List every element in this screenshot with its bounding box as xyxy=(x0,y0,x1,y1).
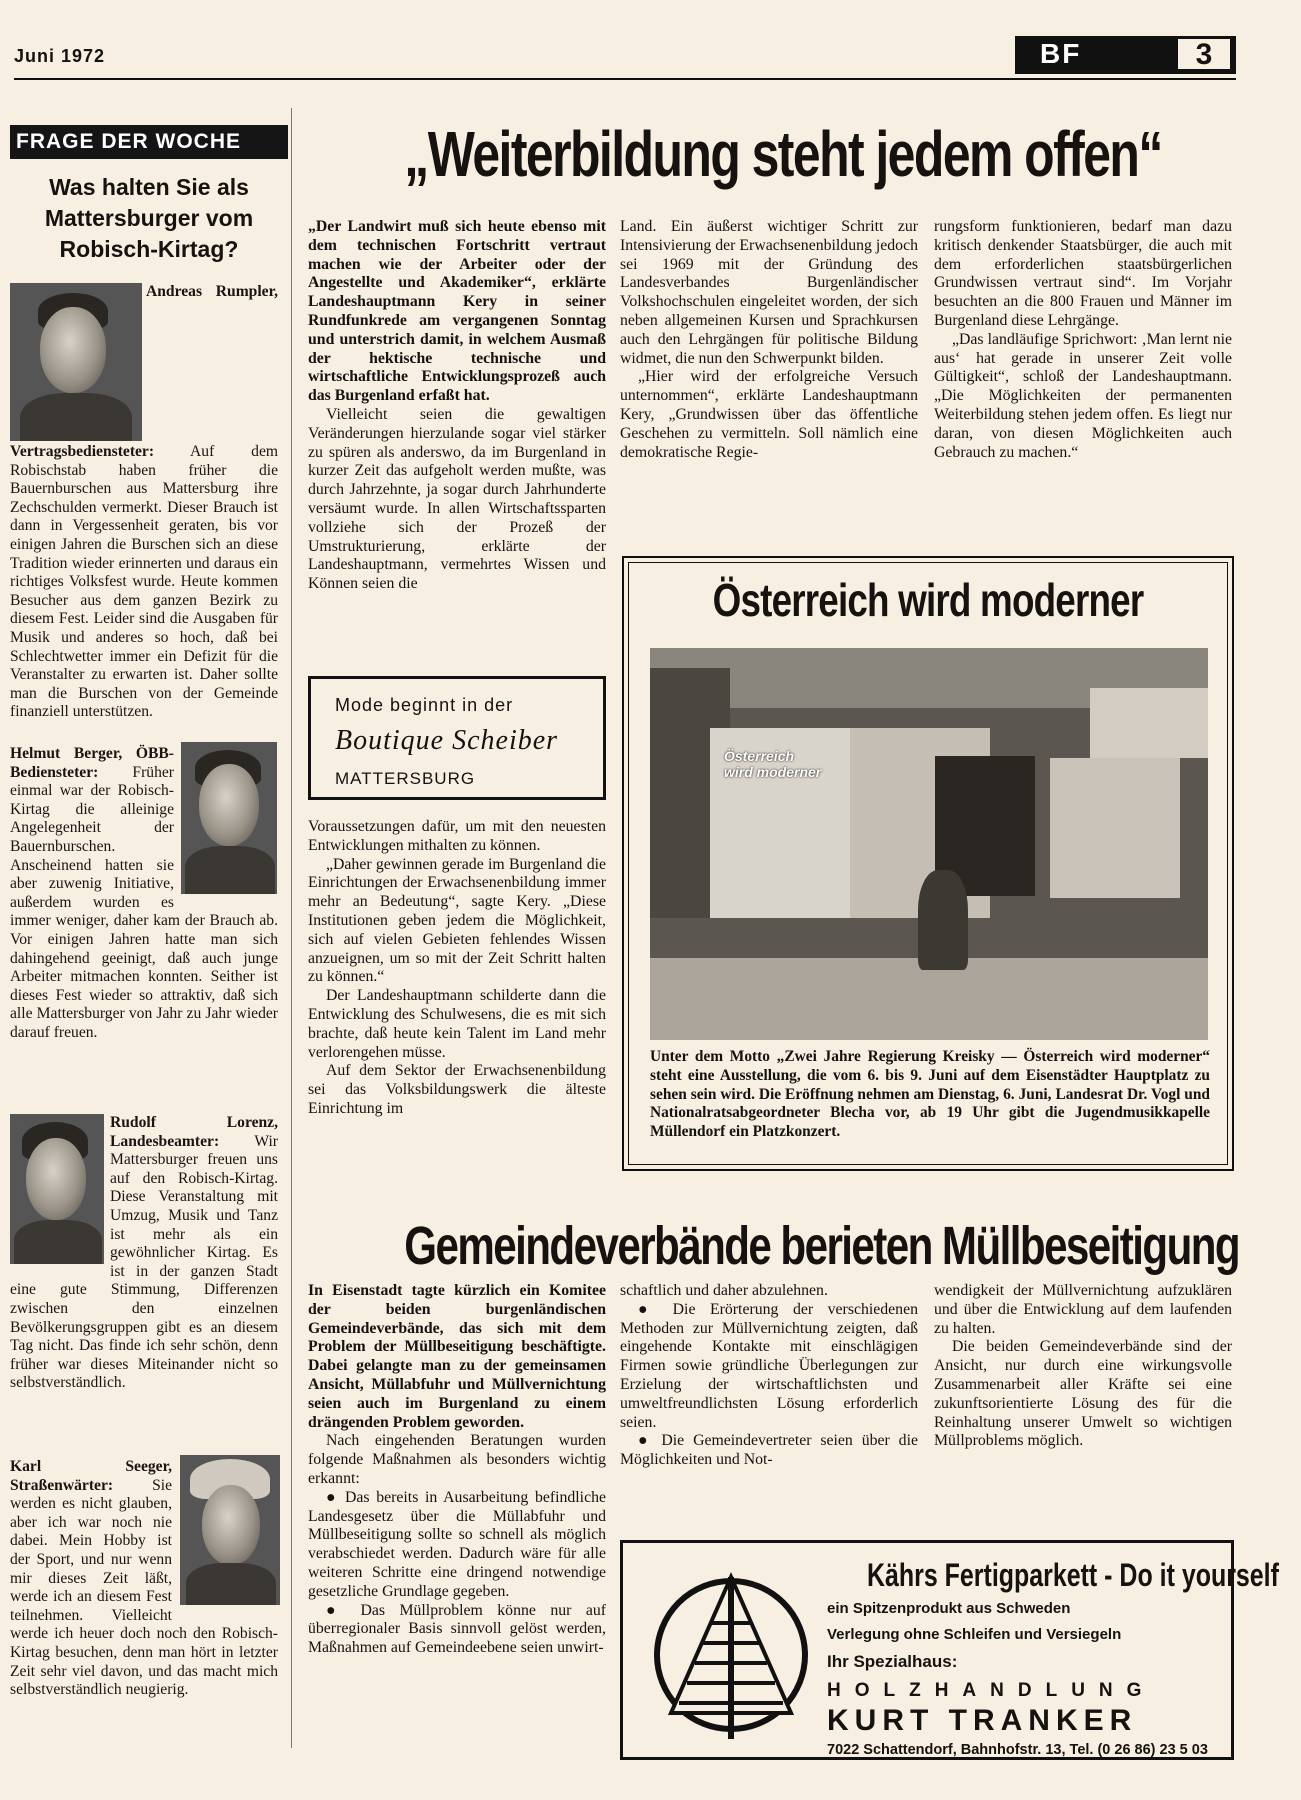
headline-muellbeseitigung: Gemeindeverbände berieten Müllbeseitigung xyxy=(404,1216,1240,1276)
article1-col3 xyxy=(934,218,1232,462)
ad-headline: Kährs Fertigparkett - Do it yourself xyxy=(867,1557,1279,1593)
answer-name: Andreas Rumpler, Vertragsbediensteter: xyxy=(10,283,278,460)
article2-bullet: ● Das Müllproblem könne nur auf überregionaler Basis sinnvoll gelöst werden, Maßnahmen auf Gemeindeebene seien unwirt- xyxy=(308,1601,606,1657)
tree-logo-icon xyxy=(641,1563,821,1743)
article1-paragraph: rungsform funktionieren, bedarf man dazu kritisch denkender Staatsbürger, die auch mit dem erforderlichen staatsbürgerlichen Grundwissen vertraut sind“. Im Vorjahr besuchten an die 800 Frauen und Männer im Burgenland diese Lehrgänge. xyxy=(934,218,1232,329)
ad-kurt-tranker xyxy=(620,1540,1279,1760)
issue-date: Juni 1972 xyxy=(14,46,106,66)
ad-address: 7022 Schattendorf, Bahnhofstr. 13, Tel. (0 26 86) 23 5 03 xyxy=(827,1742,1208,1758)
headline-weiterbildung: „Weiterbildung steht jedem offen“ xyxy=(404,118,1162,190)
answer-name: Rudolf Lorenz, Landesbeamter: xyxy=(110,1114,278,1150)
article2-bullet: ● Die Erörterung der verschiedenen Methoden zur Müllvernichtung zeigten, daß eingehende Kontakte mit einschlägigen Firmen sowie gründliche Überlegungen zur Erzielung der wirtschaftlichsten und umweltfreundlichsten Lösung erforderlich seien. xyxy=(620,1300,918,1431)
picture-caption: Unter dem Motto „Zwei Jahre Regierung Kreisky — Österreich wird moderner“ steht eine Ausstellung, die vom 6. bis 9. Juni auf dem Eisenstädter Hauptplatz zu sehen sein wird. Die Eröffnung nehmen am Dienstag, 6. Juni, Landesrat Dr. Vogl und Nationalratsabgeordneter Blecha vor, ab 19 Uhr gibt die Jugendmusikkapelle Müllendorf ein Platzkonzert. xyxy=(650,1048,1210,1141)
ad-line: Verlegung ohne Schleifen und Versiegeln xyxy=(827,1626,1122,1643)
ad-line: ein Spitzenprodukt aus Schweden xyxy=(827,1600,1071,1617)
photo-person xyxy=(918,870,968,970)
poster-text: Österreich wird moderner xyxy=(724,748,822,780)
answer-name: Karl Seeger, Straßenwärter: xyxy=(10,1458,172,1494)
article1-lead: „Der Landwirt muß sich heute ebenso mit dem technischen Fortschritt vertraut machen wie der Arbeiter oder der Angestellte und Akademiker“, erklärte Landeshauptmann Kery in seiner Rundfunkrede am vergangenen Sonntag und unterstrich damit, in welchem Ausmaß der hektische technische und wirtschaftliche Entwicklungsprozeß auch das Burgenland erfaßt hat. xyxy=(308,218,606,405)
answer-text: Sie werden es nicht glauben, aber ich war noch nie dabei. Mein Hobby ist der Sport, und nur wenn mir dieses Zeit läßt, werde ich an diesem Fest teilnehmen. Vielleicht werde ich heuer doch noch den Robisch-Kirtag besuchen, denn man hört in letzter Zeit sehr viel davon, und das macht mich selbstverständlich neugierig. xyxy=(10,1476,278,1699)
article2-paragraph: Nach eingehenden Beratungen wurden folgende Maßnahmen als besonders wichtig erkannt: xyxy=(308,1432,606,1487)
article2-bullet: ● Die Gemeindevertreter seien über die Möglichkeiten und Not- xyxy=(620,1432,918,1469)
article1-paragraph: „Daher gewinnen gerade im Burgenland die Einrichtungen der Erwachsenenbildung immer mehr an Bedeutung“, sagte Kery. „Diese Institutionen geben jedem die Möglichkeit, sich auf vielen Gebieten fehlendes Wissen anzueignen, um so mit der Zeit Schritt halten zu können.“ xyxy=(308,855,606,986)
article2-paragraph: Die beiden Gemeindeverbände sind der Ansicht, nur durch eine wirkungsvolle Zusammenarbeit aller Kräfte sei eine zukunftsorientierte Lösung des für die Reinhaltung unserer Umwelt so wichtigen Müllproblems möglich. xyxy=(934,1338,1232,1450)
header-rule xyxy=(14,78,1236,80)
ad-boutique-scheiber xyxy=(308,676,606,800)
ad-shop-type: HOLZHANDLUNG xyxy=(827,1680,1156,1701)
article1-paragraph: „Hier wird der erfolgreiche Versuch unternommen“, erklärte Landeshauptmann Kery, „Grundwissen über das öffentliche Geschehen zu vermitteln. Soll nämlich eine demokratische Regie- xyxy=(620,368,918,461)
ad-line: Ihr Spezialhaus: xyxy=(827,1652,958,1671)
article2-col3 xyxy=(934,1282,1232,1451)
answer-name: Helmut Berger, ÖBB-Bediensteter: xyxy=(10,745,174,781)
section-label: BF xyxy=(1040,38,1082,69)
exhibition-photo xyxy=(650,648,1208,1040)
answer-text: Früher einmal war der Robisch-Kirtag die alleinige Angelegenheit der Bauernburschen. Anscheinend hatten sie aber zuwenig Initiative, außerdem wurden es immer weniger, daher kam der Brauch ab. Vor einigen Jahren hatte man sich dahingehend geeinigt, daß auch junge Arbeiter mitmachen konnten. Seither ist dieses Fest wieder so attraktiv, daß sich alle Mattersburger von Jahr zu Jahr wieder darauf freuen. xyxy=(10,763,278,1041)
ad-town: MATTERSBURG xyxy=(335,769,476,788)
frage-label: FRAGE DER WOCHE xyxy=(10,125,288,159)
article2-col1 xyxy=(308,1282,606,1658)
article1-paragraph: Der Landeshauptmann schilderte dann die Entwicklung des Schulwesens, die es mit sich brachte, daß heute kein Talent im Land mehr verlorengehen müsse. xyxy=(308,987,606,1061)
answer-seeger xyxy=(10,1458,278,1700)
article1-paragraph: Auf dem Sektor der Erwachsenenbildung sei das Volksbildungswerk die älteste Einrichtung im xyxy=(308,1062,606,1117)
column-divider xyxy=(291,108,292,1748)
article1-paragraph: Land. Ein äußerst wichtiger Schritt zur Intensivierung der Erwachsenenbildung jedoch sei 1969 mit der Gründung des Landesverbandes Burgenländischer Volkshochschulen eingeleitet worden, der sich neben allgemeinen Kursen und Sprachkursen auch den Lehrgängen für politische Bildung widmet, die nun den Schwerpunkt bilden. xyxy=(620,218,918,367)
article2-paragraph: wendigkeit der Müllvernichtung aufzuklären und über die Entwicklung auf dem laufenden zu halten. xyxy=(934,1282,1232,1337)
exhibit-panel xyxy=(1050,758,1180,898)
article1-paragraph: Vielleicht seien die gewaltigen Veränderungen hierzulande sogar viel stärker zu spüren als anderswo, da im Burgenland in kurzer Zeit das aufgeholt werden mußte, was durch Jahrzehnte, ja sogar durch Jahrhunderte versäumt wurde. In allen Wirtschaftssparten vollziehe sich der Prozeß der Umstrukturierung, erklärte der Landeshauptmann, vermehrtes Wissen und Können seien die xyxy=(308,405,606,593)
article1-col2 xyxy=(620,218,918,462)
page-number: 3 xyxy=(1176,37,1232,71)
answer-lorenz xyxy=(10,1114,278,1393)
answer-rumpler xyxy=(10,283,278,722)
picture-title: Österreich wird moderner xyxy=(712,574,1144,626)
article1-paragraph: Voraussetzungen dafür, um mit den neuesten Entwicklungen mithalten zu können. xyxy=(308,818,606,854)
ad-line: Mode beginnt in der xyxy=(335,695,514,715)
article2-lead: In Eisenstadt tagte kürzlich ein Komitee der beiden burgenländischen Gemeindeverbände, das sich mit dem Problem der Müllbeseitigung beschäftigte. Dabei gelangte man zu der gemeinsamen Ansicht, Müllabfuhr und Müllvernichtung seien auch im Burgenland zu einem drängenden Problem geworden. xyxy=(308,1282,606,1431)
article2-col2 xyxy=(620,1282,918,1470)
answer-text: Wir Mattersburger freuen uns auf den Robisch-Kirtag. Diese Veranstaltung mit Umzug, Musik und Tanz ist mehr als ein gewöhnlicher Kirtag. Es ist in der ganzen Stadt eine gute Stimmung, Differenzen zwischen den einzelnen Bevölkerungsgruppen gibt es an diesem Tag nicht. Das finde ich sehr schön, denn früher war dieses Miteinander nicht so selbstverständlich. xyxy=(10,1132,278,1392)
photo-ground xyxy=(650,958,1208,1040)
frage-question: Was halten Sie als Mattersburger vom Robisch-Kirtag? xyxy=(44,174,254,262)
ad-shop-name: KURT TRANKER xyxy=(827,1704,1138,1737)
article2-paragraph: schaftlich und daher abzulehnen. xyxy=(620,1282,828,1299)
article1-col1-cont xyxy=(308,818,606,1119)
answer-berger xyxy=(10,745,278,1043)
exhibit-panel xyxy=(1090,688,1208,758)
article2-bullet: ● Das bereits in Ausarbeitung befindliche Landesgesetz über die Müllabfuhr und Müllbeseitigung sollte so schnell als möglich verabschiedet werden. Dadurch wäre für alle weiteren Schritte eine dringend notwendige gesetzliche Grundlage gegeben. xyxy=(308,1488,606,1600)
article1-col1 xyxy=(308,218,606,594)
answer-text: Auf dem Robischstab haben früher die Bauernburschen aus Mattersburg ihre Zechschulden vermerkt. Dieser Brauch ist dann in Vergessenheit geraten, bis vor einigen Jahren die Burschen sich an diese Tradition wieder erinnerten und daraus ein richtiges Volksfest wurde. Heute kommen Besucher aus dem ganzen Bezirk zu diesem Fest. Leider sind die Ausgaben für Musik und anderes so hoch, daß bei Schlechtwetter immer ein Defizit für die Veranstalter zu erwarten ist. Daher sollte man die Burschen von der Gemeinde finanziell unterstützen. xyxy=(10,443,278,721)
ad-boutique-name: Boutique Scheiber xyxy=(335,725,559,756)
article1-paragraph: „Das landläufige Sprichwort: ‚Man lernt nie aus‘ hat gerade in unserer Zeit volle Gültigkeit“, schloß der Landeshauptmann. „Die Möglichkeiten der permanenten Weiterbildung stehen jedem offen. Es liegt nur daran, von diesen Möglichkeiten auch Gebrauch zu machen.“ xyxy=(934,330,1232,461)
